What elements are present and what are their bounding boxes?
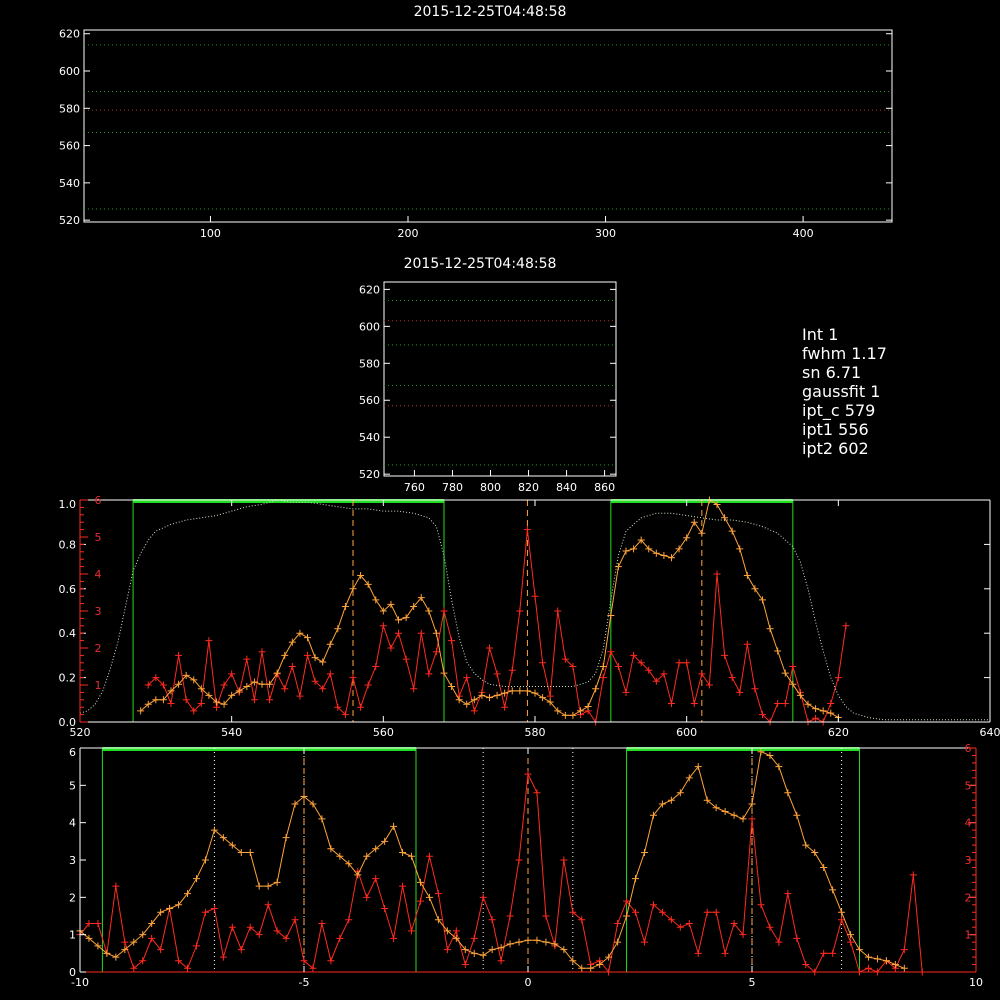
fit-info-ipt2: ipt2 602: [802, 439, 869, 458]
mid-image-xtick-label: 840: [556, 481, 578, 494]
pixel-profile-data-point: [774, 647, 781, 654]
pixel-profile-data-point: [228, 670, 235, 677]
pixel-profile-data-point: [152, 696, 159, 703]
offset-profile-data-point: [560, 857, 567, 864]
pixel-profile-data-point: [767, 625, 774, 632]
offset-profile-data-point: [829, 950, 836, 957]
offset-profile-data-point: [910, 871, 917, 878]
offset-profile-data-point: [247, 849, 254, 856]
pixel-profile-data-point: [205, 637, 212, 644]
pixel-profile-ytick-left-label: 0.2: [58, 671, 76, 685]
pixel-profile-data-point: [494, 692, 501, 699]
mid-image-frame: [384, 282, 616, 476]
offset-profile-data-point: [453, 927, 460, 934]
top-image-xtick-label: 200: [397, 227, 419, 240]
pixel-profile-data-point: [827, 700, 834, 707]
offset-profile-red-tick-label: 5: [964, 779, 972, 793]
offset-profile-band-box: [627, 748, 860, 972]
offset-profile-data-point: [722, 950, 729, 957]
pixel-profile-ytick-left-label: 0.4: [58, 627, 76, 641]
pixel-profile-xtick-label: 520: [69, 726, 91, 739]
offset-profile-data-point: [426, 894, 433, 901]
top-image-xtick-label: 300: [595, 227, 617, 240]
offset-profile-xtick-label: 0: [524, 976, 532, 989]
pixel-profile-data-point: [425, 608, 432, 615]
pixel-profile-ytick-left-label: 0.8: [58, 538, 76, 552]
offset-profile-data-point: [731, 812, 738, 819]
pixel-profile-data-point: [486, 694, 493, 701]
pixel-profile-data-point: [698, 670, 705, 677]
offset-profile-data-point: [166, 905, 173, 912]
offset-profile-data-point: [238, 946, 245, 953]
offset-profile-data-point: [399, 849, 406, 856]
top-image-frame: [84, 30, 892, 222]
pixel-profile-data-point: [350, 585, 357, 592]
offset-profile-data-point: [829, 886, 836, 893]
pixel-profile-data-point: [403, 656, 410, 663]
pixel-profile-data-point: [532, 690, 539, 697]
offset-profile-data-point: [283, 834, 290, 841]
offset-profile-data-point: [507, 913, 514, 920]
pixel-profile-data-point: [653, 550, 660, 557]
pixel-profile-data-point: [842, 622, 849, 629]
pixel-profile-data-point: [357, 704, 364, 711]
offset-profile-data-point: [435, 890, 442, 897]
offset-profile-data-point: [757, 901, 764, 908]
pixel-profile-data-point: [751, 685, 758, 692]
offset-profile-data-point: [462, 961, 469, 968]
pixel-profile-ytick-left-label: 1.0: [58, 498, 76, 511]
offset-profile-data-point: [551, 941, 558, 948]
pixel-profile-data-point: [456, 696, 463, 703]
pixel-profile-data-point: [463, 701, 470, 708]
offset-profile-data-point: [381, 905, 388, 912]
offset-profile-data-point: [766, 924, 773, 931]
pixel-profile-data-point: [524, 526, 531, 533]
pixel-profile-data-point: [691, 519, 698, 526]
pixel-profile-data-point: [334, 625, 341, 632]
pixel-profile-data-point: [243, 656, 250, 663]
pixel-profile-data-point: [569, 712, 576, 719]
pixel-profile-data-point: [342, 603, 349, 610]
offset-profile-data-point: [193, 875, 200, 882]
top-image-ytick-label: 520: [59, 214, 80, 228]
profile-offset-panel: [69, 742, 983, 989]
pixel-profile-data-point: [441, 608, 448, 615]
pixel-profile-data-point: [789, 663, 796, 670]
offset-profile-data-point: [417, 879, 424, 886]
pixel-profile-data-point: [774, 700, 781, 707]
offset-profile-data-point: [525, 771, 532, 778]
pixel-profile-data-point: [251, 696, 258, 703]
pixel-profile-ytick-left-label: 0.0: [58, 716, 76, 729]
pixel-profile-data-point: [668, 700, 675, 707]
offset-profile-data-point: [793, 935, 800, 942]
offset-profile-data-point: [390, 823, 397, 830]
mid-image-ytick-label: 580: [359, 357, 380, 371]
pixel-profile-data-point: [387, 645, 394, 652]
pixel-profile-data-point: [289, 663, 296, 670]
pixel-profile-series-line: [80, 500, 990, 720]
pixel-profile-data-point: [175, 652, 182, 659]
pixel-profile-data-point: [524, 687, 531, 694]
offset-profile-data-point: [292, 916, 299, 923]
offset-profile-data-point: [211, 905, 218, 912]
pixel-profile-band-box: [133, 500, 444, 722]
pixel-profile-data-point: [516, 687, 523, 694]
offset-profile-ytick-left-label: 0: [69, 966, 76, 979]
offset-profile-data-point: [444, 946, 451, 953]
pixel-profile-data-point: [539, 694, 546, 701]
offset-profile-data-point: [820, 864, 827, 871]
pixel-profile-data-point: [433, 630, 440, 637]
pixel-profile-data-point: [365, 682, 372, 689]
pixel-profile-red-tick-label: 4: [94, 568, 102, 581]
pixel-profile-xtick-label: 620: [827, 726, 849, 739]
offset-profile-data-point: [722, 808, 729, 815]
pixel-profile-xtick-label: 600: [676, 726, 698, 739]
pixel-profile-data-point: [380, 622, 387, 629]
mid-image-xtick-label: 760: [403, 481, 425, 494]
offset-profile-data-point: [632, 875, 639, 882]
pixel-profile-data-point: [516, 608, 523, 615]
offset-profile-data-point: [749, 801, 756, 808]
offset-profile-red-tick-label: 6: [964, 742, 972, 755]
offset-profile-xtick-label: -5: [298, 976, 310, 989]
pixel-profile-data-point: [281, 685, 288, 692]
pixel-profile-data-point: [676, 659, 683, 666]
pixel-profile-data-point: [281, 652, 288, 659]
pixel-profile-data-point: [486, 645, 493, 652]
pixel-profile-data-point: [304, 634, 311, 641]
pixel-profile-data-point: [327, 670, 334, 677]
offset-profile-data-point: [318, 920, 325, 927]
pixel-profile-data-point: [395, 616, 402, 623]
offset-profile-xtick-label: 10: [969, 976, 983, 989]
offset-profile-data-point: [489, 916, 496, 923]
top-image-ytick-label: 620: [59, 27, 80, 41]
offset-profile-data-point: [408, 927, 415, 934]
offset-profile-red-tick-label: 4: [964, 816, 972, 830]
pixel-profile-red-tick-label: 2: [94, 642, 102, 655]
offset-profile-data-point: [399, 883, 406, 890]
offset-profile-data-point: [318, 815, 325, 822]
pixel-profile-data-point: [736, 689, 743, 696]
pixel-profile-data-point: [714, 571, 721, 578]
pixel-profile-data-point: [812, 705, 819, 712]
pixel-profile-data-point: [236, 687, 243, 694]
pixel-profile-red-tick-label: 1: [94, 679, 102, 692]
pixel-profile-data-point: [433, 648, 440, 655]
offset-profile-data-point: [345, 916, 352, 923]
offset-profile-data-point: [480, 952, 487, 959]
pixel-profile-data-point: [274, 670, 281, 677]
offset-profile-data-point: [229, 924, 236, 931]
offset-profile-data-point: [327, 957, 334, 964]
offset-profile-data-point: [901, 946, 908, 953]
offset-profile-data-point: [533, 789, 540, 796]
offset-profile-red-tick-label: 1: [964, 928, 972, 942]
pixel-profile-data-point: [660, 552, 667, 559]
pixel-profile-xtick-label: 640: [979, 726, 1000, 739]
pixel-profile-data-point: [319, 659, 326, 666]
offset-profile-data-point: [121, 939, 128, 946]
pixel-profile-xtick-label: 580: [524, 726, 546, 739]
offset-profile-data-point: [713, 909, 720, 916]
pixel-profile-data-point: [168, 700, 175, 707]
pixel-profile-data-point: [463, 674, 470, 681]
pixel-profile-xtick-label: 540: [221, 726, 243, 739]
offset-profile-data-point: [695, 950, 702, 957]
pixel-profile-data-point: [471, 707, 478, 714]
pixel-profile-data-point: [691, 700, 698, 707]
pixel-profile-data-point: [744, 641, 751, 648]
pixel-profile-data-point: [554, 608, 561, 615]
pixel-profile-data-point: [403, 614, 410, 621]
offset-profile-data-point: [704, 909, 711, 916]
pixel-profile-data-point: [350, 674, 357, 681]
offset-profile-data-point: [587, 965, 594, 972]
offset-profile-data-point: [865, 965, 872, 972]
mid-image-xtick-label: 860: [594, 481, 616, 494]
offset-profile-data-point: [740, 815, 747, 822]
pixel-profile-red-tick-label: 3: [94, 605, 102, 618]
pixel-profile-data-point: [782, 700, 789, 707]
offset-profile-data-point: [838, 909, 845, 916]
pixel-profile-data-point: [501, 704, 508, 711]
offset-profile-data-point: [417, 898, 424, 905]
pixel-profile-data-point: [736, 545, 743, 552]
offset-profile-data-point: [471, 950, 478, 957]
offset-profile-data-point: [641, 849, 648, 856]
offset-profile-data-point: [641, 939, 648, 946]
offset-profile-data-point: [202, 857, 209, 864]
pixel-profile-data-point: [418, 630, 425, 637]
fit-info-fwhm: fwhm 1.17: [802, 344, 887, 363]
pixel-profile-data-point: [183, 696, 190, 703]
pixel-profile-data-point: [266, 696, 273, 703]
pixel-profile-red-tick-label: 5: [94, 531, 102, 544]
fit-info-gaussfit: gaussfit 1: [802, 382, 881, 401]
offset-profile-xtick-label: 5: [748, 976, 756, 989]
offset-profile-data-point: [498, 957, 505, 964]
offset-profile-data-point: [390, 935, 397, 942]
pixel-profile-data-point: [706, 682, 713, 689]
pixel-profile-ytick-left-label: 0.6: [58, 582, 76, 596]
pixel-profile-xtick-label: 560: [372, 726, 394, 739]
mid-image-xtick-label: 800: [479, 481, 501, 494]
offset-profile-data-point: [623, 913, 630, 920]
offset-profile-data-point: [516, 857, 523, 864]
top-image-xtick-label: 400: [792, 227, 814, 240]
pixel-profile-data-point: [607, 648, 614, 655]
offset-profile-data-point: [202, 909, 209, 916]
pixel-profile-data-point: [812, 715, 819, 722]
pixel-profile-data-point: [623, 689, 630, 696]
pixel-profile-data-point: [820, 707, 827, 714]
mid-image-ytick-label: 540: [359, 431, 380, 445]
pixel-profile-data-point: [372, 663, 379, 670]
pixel-profile-data-point: [259, 681, 266, 688]
pixel-profile-data-point: [425, 670, 432, 677]
pixel-profile-data-point: [698, 530, 705, 537]
offset-profile-red-tick-label: 3: [964, 854, 972, 867]
pixel-profile-data-point: [539, 659, 546, 666]
pixel-profile-data-point: [835, 674, 842, 681]
offset-profile-ytick-left-label: 3: [69, 854, 76, 867]
offset-profile-data-point: [426, 853, 433, 860]
pixel-profile-data-point: [448, 683, 455, 690]
offset-profile-data-point: [220, 954, 227, 961]
pixel-profile-data-point: [683, 534, 690, 541]
offset-profile-data-point: [193, 942, 200, 949]
pixel-profile-data-point: [759, 596, 766, 603]
pixel-profile-data-point: [509, 667, 516, 674]
pixel-profile-data-point: [372, 596, 379, 603]
offset-profile-data-point: [112, 883, 119, 890]
pixel-profile-data-point: [312, 654, 319, 661]
offset-profile-data-point: [874, 955, 881, 962]
offset-profile-ytick-left-label: 1: [69, 928, 76, 942]
offset-profile-data-point: [525, 937, 532, 944]
pixel-profile-data-point: [532, 593, 539, 600]
offset-profile-data-point: [793, 812, 800, 819]
pixel-profile-data-point: [729, 528, 736, 535]
pixel-profile-data-point: [448, 637, 455, 644]
pixel-profile-data-point: [304, 652, 311, 659]
offset-profile-data-point: [820, 950, 827, 957]
top-image-panel: [59, 28, 892, 240]
pixel-profile-data-point: [441, 670, 448, 677]
pixel-profile-data-point: [395, 630, 402, 637]
offset-profile-data-point: [336, 935, 343, 942]
mid-image-ytick-label: 560: [359, 394, 380, 408]
offset-profile-data-point: [784, 890, 791, 897]
offset-profile-data-point: [256, 883, 263, 890]
mid-panel-title: 2015-12-25T04:48:58: [403, 256, 557, 272]
pixel-profile-data-point: [410, 685, 417, 692]
top-panel-title: 2015-12-25T04:48:58: [413, 4, 567, 20]
offset-profile-series-line: [80, 774, 922, 972]
offset-profile-data-point: [274, 879, 281, 886]
offset-profile-data-point: [408, 853, 415, 860]
pixel-profile-data-point: [615, 663, 622, 670]
offset-profile-data-point: [784, 789, 791, 796]
pixel-profile-data-point: [327, 641, 334, 648]
fit-info-ipt1: ipt1 556: [802, 420, 869, 439]
pixel-profile-data-point: [562, 712, 569, 719]
pixel-profile-data-point: [721, 652, 728, 659]
pixel-profile-data-point: [585, 703, 592, 710]
top-image-ytick-label: 600: [59, 65, 80, 79]
offset-profile-data-point: [533, 937, 540, 944]
mid-image-ytick-label: 520: [359, 468, 380, 482]
profile-pixel-panel: [59, 494, 1000, 739]
pixel-profile-data-point: [259, 648, 266, 655]
offset-profile-data-point: [363, 894, 370, 901]
offset-profile-data-point: [614, 939, 621, 946]
offset-profile-red-tick-label: 2: [964, 891, 972, 905]
pixel-profile-data-point: [494, 670, 501, 677]
offset-profile-xtick-label: -10: [71, 976, 89, 989]
mid-image-ytick-label: 600: [359, 320, 380, 334]
offset-profile-data-point: [749, 815, 756, 822]
pixel-profile-data-point: [607, 612, 614, 619]
pixel-profile-data-point: [683, 659, 690, 666]
pixel-profile-data-point: [744, 572, 751, 579]
offset-profile-data-point: [516, 939, 523, 946]
pixel-profile-data-point: [509, 687, 516, 694]
mid-image-ytick-label: 620: [359, 283, 380, 297]
fit-info-block: [802, 325, 887, 458]
offset-profile-data-point: [265, 883, 272, 890]
top-image-ytick-label: 560: [59, 139, 80, 153]
offset-profile-ytick-left-label: 5: [69, 779, 76, 793]
fit-info-ipt-c: ipt_c 579: [802, 401, 876, 420]
offset-profile-ytick-left-label: 4: [69, 816, 76, 830]
pixel-profile-red-tick-label: 6: [94, 494, 102, 507]
pixel-profile-data-point: [243, 683, 250, 690]
offset-profile-data-point: [480, 894, 487, 901]
offset-profile-data-point: [775, 939, 782, 946]
fit-info-int: Int 1: [802, 325, 839, 344]
offset-profile-data-point: [471, 935, 478, 942]
top-image-ytick-label: 580: [59, 102, 80, 116]
pixel-profile-data-point: [789, 681, 796, 688]
top-image-xtick-label: 100: [199, 227, 221, 240]
mid-image-xtick-label: 820: [518, 481, 540, 494]
pixel-profile-data-point: [782, 670, 789, 677]
offset-profile-data-point: [614, 920, 621, 927]
offset-profile-data-point: [542, 913, 549, 920]
offset-profile-ytick-left-label: 2: [69, 891, 76, 905]
mid-image-panel: [359, 282, 616, 494]
top-image-ytick-label: 540: [59, 176, 80, 190]
pixel-profile-data-point: [729, 674, 736, 681]
pixel-profile-series-line: [141, 500, 839, 718]
offset-profile-data-point: [507, 941, 514, 948]
offset-profile-data-point: [542, 939, 549, 946]
pixel-profile-data-point: [592, 685, 599, 692]
pixel-profile-data-point: [623, 548, 630, 555]
offset-profile-data-point: [489, 946, 496, 953]
offset-profile-data-point: [686, 920, 693, 927]
pixel-profile-data-point: [296, 693, 303, 700]
offset-profile-data-point: [901, 965, 908, 972]
offset-profile-data-point: [94, 920, 101, 927]
pixel-profile-data-point: [751, 585, 758, 592]
mid-image-xtick-label: 780: [441, 481, 463, 494]
offset-profile-data-point: [372, 875, 379, 882]
pixel-profile-data-point: [221, 682, 228, 689]
offset-profile-data-point: [265, 901, 272, 908]
fit-info-sn: sn 6.71: [802, 363, 862, 382]
offset-profile-ytick-left-label: 6: [69, 746, 76, 759]
